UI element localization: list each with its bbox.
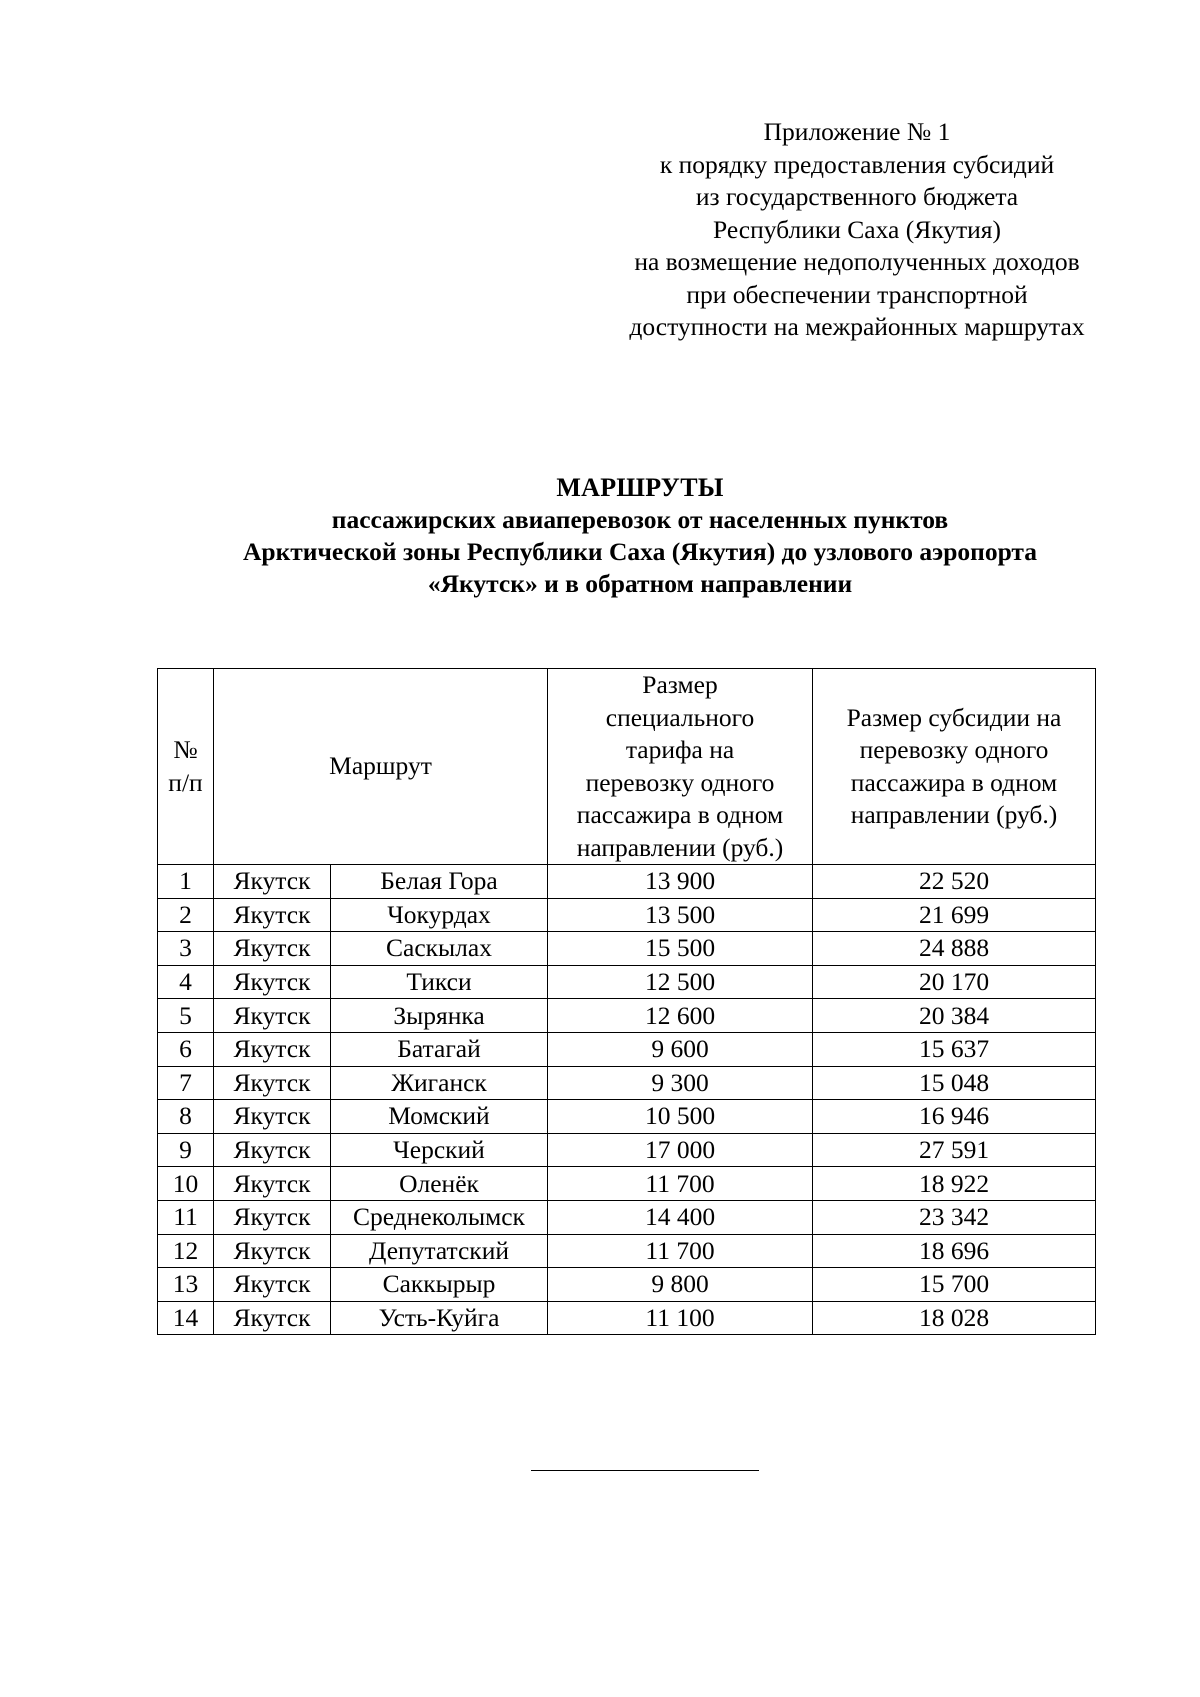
cell-tariff: 13 900 [548, 865, 813, 899]
cell-from: Якутск [214, 1234, 331, 1268]
cell-number: 10 [158, 1167, 214, 1201]
cell-from: Якутск [214, 1133, 331, 1167]
header-subsidy-line: пассажира в одном [850, 767, 1058, 797]
table-row [158, 932, 1096, 966]
cell-subsidy: 27 591 [813, 1133, 1096, 1167]
subtitle-line: Арктической зоны Республики Саха (Якутия) до узлового аэропорта [242, 537, 1037, 566]
appendix-line: Республики Саха (Якутия) [712, 214, 1002, 244]
cell-to: Саккырыр [331, 1268, 548, 1302]
cell-to: Оленёк [331, 1167, 548, 1201]
cell-to: Белая Гора [331, 865, 548, 899]
appendix-line: к порядку предоставления субсидий [659, 149, 1055, 179]
table-header-row [158, 669, 1096, 865]
cell-tariff: 15 500 [548, 932, 813, 966]
table-row [158, 1200, 1096, 1234]
cell-from: Якутск [214, 999, 331, 1033]
header-tariff-line: пассажира в одном [576, 800, 784, 829]
table-row [158, 1268, 1096, 1302]
subtitle-line: пассажирских авиаперевозок от населенных пунктов [331, 505, 949, 534]
cell-subsidy: 23 342 [813, 1200, 1096, 1234]
table-row [158, 1100, 1096, 1134]
cell-number: 6 [158, 1032, 214, 1066]
header-tariff-line: Размер [642, 670, 718, 699]
appendix-header [607, 116, 1107, 344]
header-number-line: № [173, 735, 198, 764]
cell-tariff: 11 100 [548, 1301, 813, 1335]
cell-subsidy: 15 637 [813, 1032, 1096, 1066]
cell-to: Среднеколымск [331, 1200, 548, 1234]
page-title: МАРШРУТЫ [556, 473, 724, 502]
cell-to: Зырянка [331, 999, 548, 1033]
cell-number: 13 [158, 1268, 214, 1302]
cell-subsidy: 16 946 [813, 1100, 1096, 1134]
appendix-line: при обеспечении транспортной [686, 279, 1028, 309]
cell-from: Якутск [214, 1032, 331, 1066]
subtitle-line: «Якутск» и в обратном направлении [427, 569, 853, 598]
header-subsidy-line: Размер субсидии на [846, 702, 1062, 732]
table-row [158, 1032, 1096, 1066]
header-tariff-line: перевозку одного [585, 767, 775, 797]
cell-number: 3 [158, 932, 214, 966]
cell-subsidy: 22 520 [813, 865, 1096, 899]
cell-subsidy: 24 888 [813, 932, 1096, 966]
cell-number: 9 [158, 1133, 214, 1167]
cell-subsidy: 18 696 [813, 1234, 1096, 1268]
cell-tariff: 13 500 [548, 898, 813, 932]
cell-from: Якутск [214, 1200, 331, 1234]
table-row [158, 865, 1096, 899]
closing-divider-line [531, 1470, 759, 1471]
cell-subsidy: 15 048 [813, 1066, 1096, 1100]
header-subsidy-line: направлении (руб.) [850, 800, 1058, 829]
cell-subsidy: 20 384 [813, 999, 1096, 1033]
cell-tariff: 17 000 [548, 1133, 813, 1167]
cell-subsidy: 20 170 [813, 965, 1096, 999]
cell-from: Якутск [214, 1100, 331, 1134]
header-tariff-line: специального [605, 702, 755, 732]
appendix-line: из государственного бюджета [695, 182, 1019, 211]
cell-to: Чокурдах [331, 898, 548, 932]
appendix-line: Приложение № 1 [763, 117, 951, 146]
table-row [158, 1167, 1096, 1201]
cell-from: Якутск [214, 865, 331, 899]
header-route-label: Маршрут [329, 751, 432, 781]
cell-number: 5 [158, 999, 214, 1033]
cell-from: Якутск [214, 965, 331, 999]
cell-from: Якутск [214, 1167, 331, 1201]
table-row [158, 965, 1096, 999]
cell-tariff: 9 800 [548, 1268, 813, 1302]
cell-number: 11 [158, 1200, 214, 1234]
document-title [150, 472, 1130, 600]
header-number [158, 669, 214, 865]
cell-to: Жиганск [331, 1066, 548, 1100]
cell-number: 14 [158, 1301, 214, 1335]
cell-number: 1 [158, 865, 214, 899]
cell-subsidy: 18 922 [813, 1167, 1096, 1201]
header-number-line: п/п [168, 767, 203, 797]
cell-tariff: 12 600 [548, 999, 813, 1033]
cell-from: Якутск [214, 1301, 331, 1335]
cell-tariff: 9 600 [548, 1032, 813, 1066]
cell-tariff: 11 700 [548, 1167, 813, 1201]
cell-to: Усть-Куйга [331, 1301, 548, 1335]
appendix-line: доступности на межрайонных маршрутах [629, 312, 1085, 341]
table-row [158, 1133, 1096, 1167]
cell-number: 2 [158, 898, 214, 932]
cell-subsidy: 21 699 [813, 898, 1096, 932]
header-tariff-line: направлении (руб.) [576, 832, 784, 862]
cell-to: Момский [331, 1100, 548, 1134]
header-subsidy-line: перевозку одного [859, 735, 1049, 764]
cell-tariff: 11 700 [548, 1234, 813, 1268]
table-row [158, 898, 1096, 932]
routes-table [157, 668, 1096, 1335]
table-row [158, 999, 1096, 1033]
header-tariff [548, 669, 813, 865]
cell-from: Якутск [214, 1268, 331, 1302]
cell-from: Якутск [214, 898, 331, 932]
cell-tariff: 10 500 [548, 1100, 813, 1134]
cell-to: Тикси [331, 965, 548, 999]
cell-subsidy: 15 700 [813, 1268, 1096, 1302]
cell-to: Депутатский [331, 1234, 548, 1268]
cell-subsidy: 18 028 [813, 1301, 1096, 1335]
cell-number: 4 [158, 965, 214, 999]
appendix-line: на возмещение недополученных доходов [634, 247, 1080, 276]
cell-number: 8 [158, 1100, 214, 1134]
cell-number: 12 [158, 1234, 214, 1268]
cell-tariff: 14 400 [548, 1200, 813, 1234]
header-route [214, 669, 548, 865]
header-subsidy [813, 669, 1096, 865]
cell-from: Якутск [214, 1066, 331, 1100]
cell-number: 7 [158, 1066, 214, 1100]
cell-to: Батагай [331, 1032, 548, 1066]
cell-tariff: 12 500 [548, 965, 813, 999]
cell-tariff: 9 300 [548, 1066, 813, 1100]
table-row [158, 1301, 1096, 1335]
cell-to: Саскылах [331, 932, 548, 966]
cell-from: Якутск [214, 932, 331, 966]
header-tariff-line: тарифа на [625, 735, 735, 764]
table-row [158, 1234, 1096, 1268]
cell-to: Черский [331, 1133, 548, 1167]
table-row [158, 1066, 1096, 1100]
